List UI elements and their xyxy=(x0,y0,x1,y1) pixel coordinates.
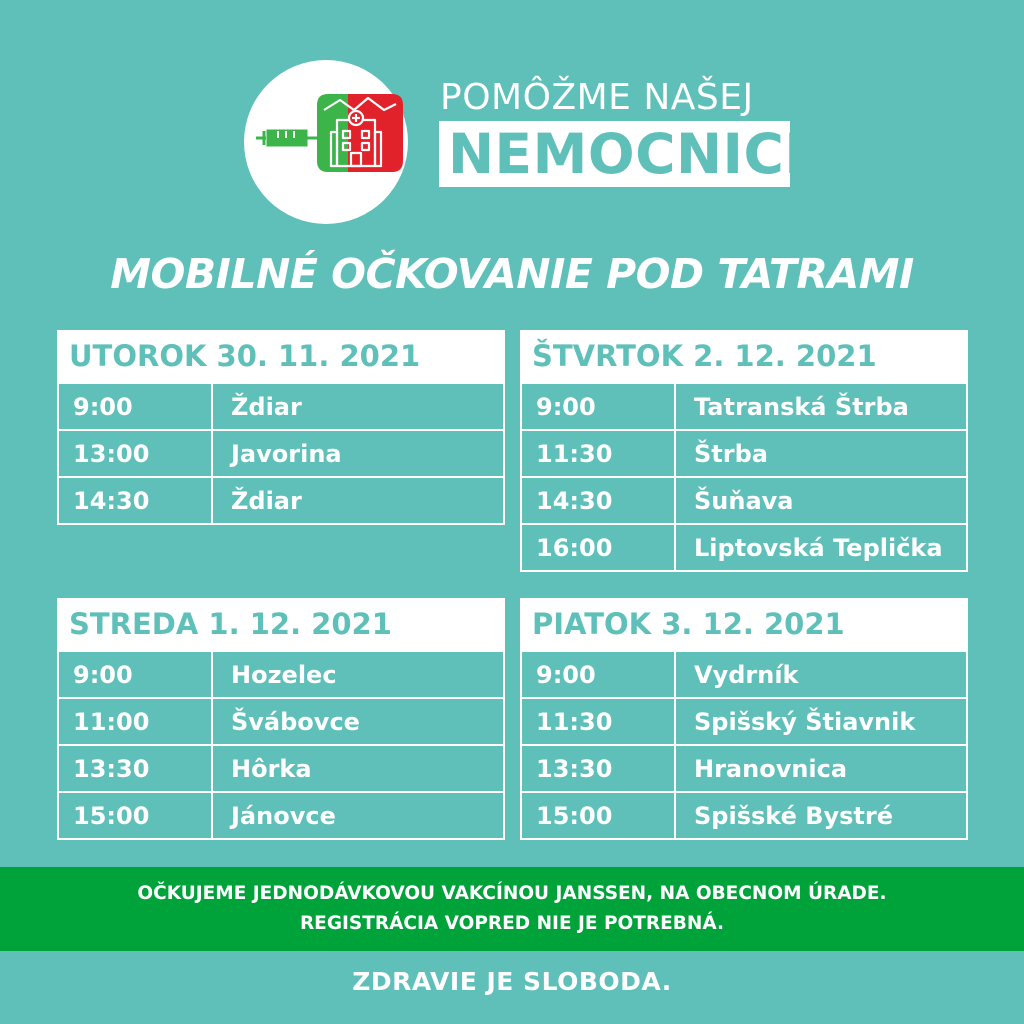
brand-name-line1: POMÔŽME NAŠEJ xyxy=(440,77,754,118)
schedule-table xyxy=(57,382,505,525)
time-cell: 14:30 xyxy=(58,477,212,524)
time-cell: 11:00 xyxy=(58,698,212,745)
time-cell: 13:30 xyxy=(521,745,675,792)
table-row xyxy=(521,651,967,698)
table-row xyxy=(58,477,504,524)
schedule-table xyxy=(57,650,505,840)
place-cell: Ždiar xyxy=(212,383,504,430)
place-cell: Hranovnica xyxy=(675,745,967,792)
place-cell: Ždiar xyxy=(212,477,504,524)
notice-line1: OČKUJEME JEDNODÁVKOVOU VAKCÍNOU JANSSEN, NA OBECNOM ÚRADE. xyxy=(137,883,887,904)
place-cell: Spišské Bystré xyxy=(675,792,967,839)
day-card-wednesday xyxy=(57,598,505,840)
place-cell: Hôrka xyxy=(212,745,504,792)
table-row xyxy=(521,792,967,839)
time-cell: 9:00 xyxy=(521,383,675,430)
place-cell: Švábovce xyxy=(212,698,504,745)
table-row xyxy=(521,524,967,571)
day-card-thursday xyxy=(520,330,968,572)
syringe-hospital-icon xyxy=(244,60,408,224)
place-cell: Liptovská Teplička xyxy=(675,524,967,571)
day-header: ŠTVRTOK 2. 12. 2021 xyxy=(520,330,968,382)
time-cell: 11:30 xyxy=(521,430,675,477)
table-row xyxy=(58,792,504,839)
schedule-table xyxy=(520,382,968,572)
place-cell: Tatranská Štrba xyxy=(675,383,967,430)
table-row xyxy=(521,430,967,477)
logo xyxy=(244,60,408,224)
table-row xyxy=(521,383,967,430)
notice-line2: REGISTRÁCIA VOPRED NIE JE POTREBNÁ. xyxy=(299,913,725,934)
place-cell: Štrba xyxy=(675,430,967,477)
table-row xyxy=(521,698,967,745)
table-row xyxy=(521,745,967,792)
time-cell: 16:00 xyxy=(521,524,675,571)
day-card-friday xyxy=(520,598,968,840)
time-cell: 15:00 xyxy=(521,792,675,839)
day-header: UTOROK 30. 11. 2021 xyxy=(57,330,505,382)
schedule-table xyxy=(520,650,968,840)
brand-name-line2: NEMOCNICI xyxy=(448,122,806,186)
time-cell: 9:00 xyxy=(58,383,212,430)
table-row xyxy=(58,430,504,477)
time-cell: 9:00 xyxy=(521,651,675,698)
time-cell: 13:00 xyxy=(58,430,212,477)
table-row xyxy=(521,477,967,524)
page-title: MOBILNÉ OČKOVANIE POD TATRAMI xyxy=(110,250,914,298)
place-cell: Jánovce xyxy=(212,792,504,839)
time-cell: 14:30 xyxy=(521,477,675,524)
time-cell: 15:00 xyxy=(58,792,212,839)
day-header: PIATOK 3. 12. 2021 xyxy=(520,598,968,650)
table-row xyxy=(58,698,504,745)
footer-slogan: ZDRAVIE JE SLOBODA. xyxy=(352,967,672,996)
time-cell: 9:00 xyxy=(58,651,212,698)
time-cell: 13:30 xyxy=(58,745,212,792)
place-cell: Hozelec xyxy=(212,651,504,698)
place-cell: Spišský Štiavnik xyxy=(675,698,967,745)
day-card-tuesday xyxy=(57,330,505,525)
day-header: STREDA 1. 12. 2021 xyxy=(57,598,505,650)
table-row xyxy=(58,745,504,792)
place-cell: Javorina xyxy=(212,430,504,477)
table-row xyxy=(58,383,504,430)
table-row xyxy=(58,651,504,698)
time-cell: 11:30 xyxy=(521,698,675,745)
notice-banner xyxy=(0,867,1024,951)
place-cell: Šuňava xyxy=(675,477,967,524)
place-cell: Vydrník xyxy=(675,651,967,698)
